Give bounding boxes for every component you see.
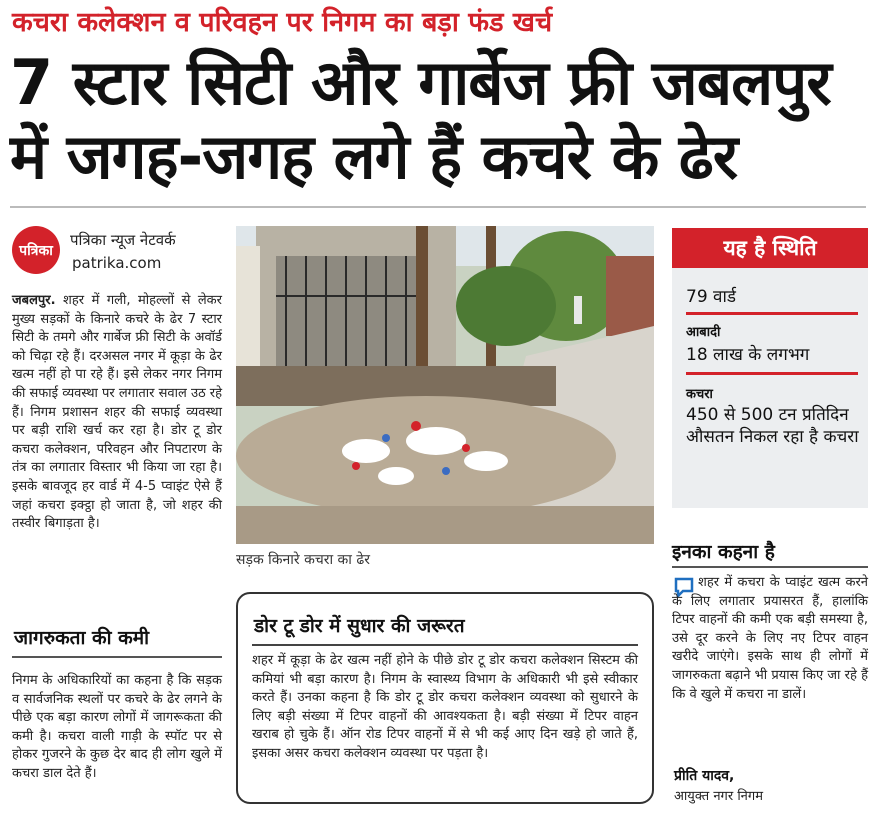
headline-line-1: 7 स्टार सिटी और गार्बेज फ्री जबलपुर [10, 46, 831, 119]
awareness-heading: जागरुकता की कमी [14, 627, 150, 649]
byline-network: पत्रिका न्यूज नेटवर्क [70, 231, 176, 249]
quote-text: शहर में कचरा के प्वाइंट खत्म करने के लिए लगातार प्रयासरत हैं, हालांकि टिपर वाहनों की कमी एक बड़ी समस्या है, उसे दूर करने के लिए नए टिपर वाहन खरीदे जाएंगे। इसके साथ ही लोगों में जागरुकता बढ़ाने भी प्रयास किए जा रहे हैं कि वे खुले में कचरा ना डालें। [672, 575, 868, 702]
waste-value: 450 से 500 टन प्रतिदिन औसतन निकल रहा है कचरा [686, 405, 859, 447]
opinion-quote [672, 574, 868, 704]
news-photo [236, 226, 654, 544]
status-rule [686, 372, 858, 375]
awareness-paragraph: निगम के अधिकारियों का कहना है कि सड़क व सार्वजनिक स्थलों पर कचरे के ढेर लगने के पीछे एक बड़ा कारण लोगों में जागरूकता की कमी है। कचरा वाली गाड़ी के स्पॉट पर से होकर गुजरने के कुछ देर बाद ही लोग खुले में कचरा डाल देते हैं। [12, 673, 222, 781]
dateline: जबलपुर. [12, 293, 56, 308]
lead-paragraph [12, 292, 222, 534]
photo-caption: सड़क किनारे कचरा का ढेर [236, 552, 370, 568]
kicker-headline: कचरा कलेक्शन व परिवहन पर निगम का बड़ा फंड खर्च [12, 7, 553, 38]
population-label: आबादी [686, 325, 721, 340]
box-paragraph: शहर में कूड़ा के ढेर खत्म नहीं होने के पीछे डोर टू डोर कचरा कलेक्शन सिस्टम की कमियां भी बड़ा कारण है। निगम के स्वास्थ्य विभाग के अधिकारी भी इसे स्वीकार करते हैं। उनका कहना है कि डोर टू डोर कचरा कलेक्शन व्यवस्था को सुधारने के लिए बड़ी संख्या में टिपर वाहनों की आवश्यकता है। बड़ी संख्या में टिपर वाहन खराब हो चुके हैं। ऑन रोड टिपर वाहनों में से भी कई आए दिन खड़े हो जाते हैं, इसका असर कचरा कलेक्शन व्यवस्था पर पड़ता है। [252, 653, 638, 761]
official-designation: आयुक्त नगर निगम [674, 789, 763, 804]
status-panel [672, 268, 868, 508]
main-headline [10, 46, 831, 194]
wards-value: 79 वार्ड [686, 287, 736, 307]
status-rule [686, 312, 858, 315]
waste-label: कचरा [686, 387, 713, 402]
opinion-heading: इनका कहना है [672, 541, 775, 563]
door-to-door-box [236, 592, 654, 804]
divider [10, 206, 866, 208]
population-value: 18 लाख के लगभग [686, 345, 810, 365]
opinion-rule [672, 566, 868, 568]
patrika-logo: पत्रिका [12, 226, 60, 274]
headline-line-2: में जगह-जगह लगे हैं कचरे के ढेर [10, 120, 738, 193]
lead-text: शहर में गली, मोहल्लों से लेकर मुख्य सड़कों के किनारे कचरे के ढेर 7 स्टार सिटी के तमगे और गार्बेज फ्री सिटी के अवॉर्ड को चिढ़ा रहे हैं। दरअसल नगर में कूड़ा के ढेर खत्म नहीं हो पा रहे हैं। इसे लेकर नगर निगम की सफाई व्यवस्था पर लगातार सवाल उठ रहे हैं। निगम प्रशासन शहर की सफाई व्यवस्था पर बड़ी राशि खर्च कर रहा है। डोर टू डोर कचरा कलेक्शन, परिवहन और निपटारण के तंत्र का लगातार विस्तार भी किया जा रहा है। इसके बावजूद हर वार्ड में 4-5 प्वाइंट ऐसे हैं जहां कचरा इक्ट्ठा हो जाता है, जो शहर की तस्वीर बिगाड़ता है। [12, 293, 222, 532]
box-rule [252, 644, 638, 646]
status-heading: यह है स्थिति [672, 228, 868, 268]
garbage-heap-photo [236, 226, 654, 544]
awareness-rule [12, 656, 222, 658]
byline-site: patrika.com [72, 254, 162, 272]
official-name: प्रीति यादव, [674, 768, 735, 784]
box-title: डोर टू डोर में सुधार की जरूरत [254, 615, 465, 637]
